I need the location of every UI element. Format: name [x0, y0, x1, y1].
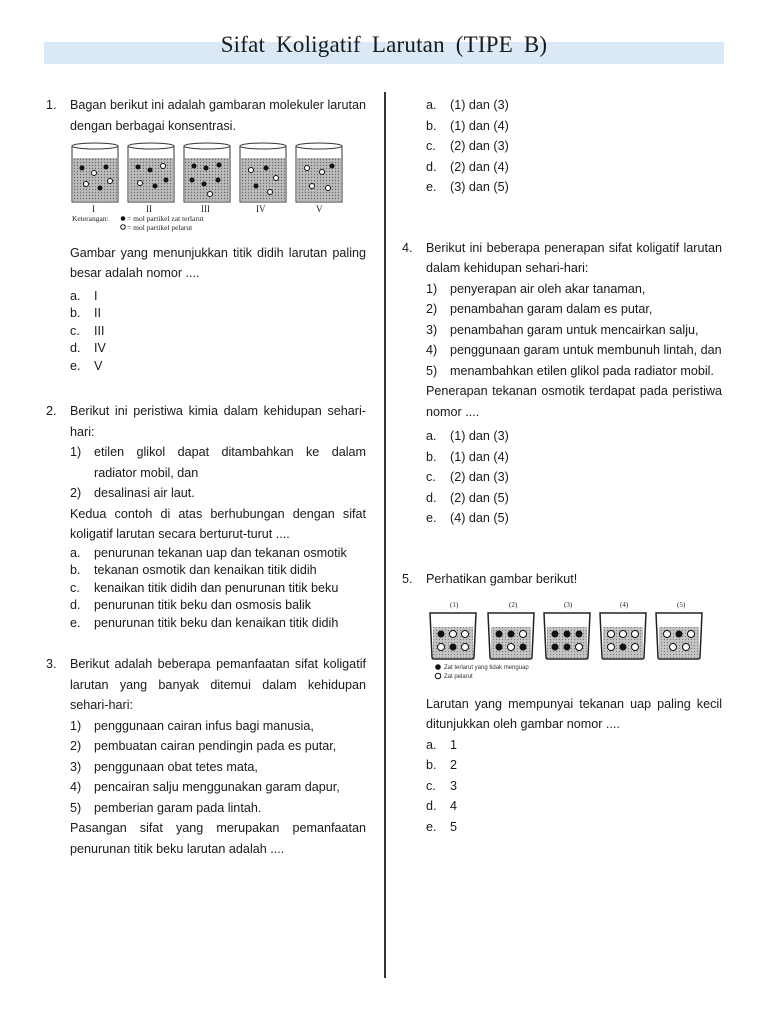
- list-item: 5) menambahkan etilen glikol pada radiator mobil.: [426, 363, 714, 378]
- beaker-iii: [184, 143, 230, 202]
- question-3: [46, 654, 366, 859]
- option-d[interactable]: d. (2) dan (4): [426, 159, 509, 174]
- question-3-options: [402, 95, 722, 198]
- question-number: 2.: [46, 404, 57, 418]
- legend-solute: = mol partikel zat terlarut: [127, 214, 204, 223]
- option-b[interactable]: b. (1) dan (4): [426, 449, 509, 464]
- question-number: 5.: [402, 571, 413, 586]
- question-number: 1.: [46, 98, 57, 112]
- option-e[interactable]: e. (3) dan (5): [426, 180, 509, 194]
- question-text: Penerapan tekanan osmotik terdapat pada peristiwa nomor ....: [426, 384, 722, 419]
- option-d[interactable]: d. IV: [70, 341, 106, 355]
- option-b[interactable]: b. II: [70, 306, 101, 320]
- option-list: [402, 426, 722, 529]
- list-item: 5) pemberian garam pada lintah.: [70, 800, 262, 815]
- option-b[interactable]: b. tekanan osmotik dan kenaikan titik didih: [70, 563, 317, 577]
- beaker-v: [296, 143, 342, 202]
- option-e[interactable]: e. penurunan titik beku dan kenaikan titik didih: [70, 615, 339, 630]
- beaker-figure-5: [426, 599, 722, 690]
- list-item: 1) etilen glikol dapat ditambahkan ke dalam radiator mobil, dan: [70, 445, 366, 480]
- question-text: Kedua contoh di atas berhubungan dengan sifat koligatif larutan secara berturut-turut ....: [70, 506, 366, 541]
- beaker-label: IV: [256, 204, 266, 214]
- option-a[interactable]: a. (1) dan (3): [426, 98, 509, 112]
- question-stem: Perhatikan gambar berikut!: [426, 571, 578, 586]
- list-item: 4) pencairan salju menggunakan garam dapur,: [70, 780, 340, 794]
- question-stem: Berikut adalah beberapa pemanfaatan sifat koligatif larutan yang banyak ditemui dalam kehidupan sehari-hari:: [70, 657, 366, 712]
- question-number: 3.: [46, 657, 57, 671]
- beaker-4: [600, 613, 646, 659]
- beaker-1: [430, 613, 476, 659]
- option-a[interactable]: a. 1: [426, 737, 458, 752]
- question-text: Larutan yang mempunyai tekanan uap paling kecil ditunjukkan oleh gambar nomor ....: [426, 696, 722, 731]
- option-list: [402, 735, 722, 838]
- option-c[interactable]: c. kenaikan titik didih dan penurunan titik beku: [70, 580, 339, 595]
- beaker-label: (5): [677, 601, 686, 609]
- column-divider: [384, 92, 386, 978]
- beaker-iv: [240, 143, 286, 202]
- option-a[interactable]: a. I: [70, 288, 98, 303]
- question-text: Gambar yang menunjukkan titik didih larutan paling besar adalah nomor ....: [70, 245, 366, 280]
- beaker-3: [544, 613, 590, 659]
- beaker-label: II: [146, 204, 152, 214]
- beaker-label: (3): [564, 601, 573, 609]
- beaker-i: [72, 143, 118, 202]
- option-d[interactable]: d. penurunan titik beku dan osmosis balik: [70, 598, 312, 612]
- question-stem: Berikut ini beberapa penerapan sifat koligatif larutan dalam kehidupan sehari-hari:: [426, 240, 722, 275]
- legend-solute: Zat terlarut yang tidak menguap: [444, 665, 529, 671]
- list-item: 2) desalinasi air laut.: [70, 486, 195, 500]
- beaker-figure-1: [70, 140, 366, 239]
- option-list: [46, 545, 366, 633]
- legend-keterangan: Keterangan:: [72, 214, 109, 223]
- list-item: 2) pembuatan cairan pendingin pada es putar,: [70, 739, 337, 753]
- option-list: [46, 288, 366, 376]
- option-b[interactable]: b. 2: [426, 758, 458, 772]
- option-d[interactable]: d. 4: [426, 799, 458, 813]
- question-number: 4.: [402, 240, 413, 255]
- question-text: Pasangan sifat yang merupakan pemanfaatan penurunan titik beku larutan adalah ....: [70, 821, 366, 856]
- beaker-2: [488, 613, 534, 659]
- list-item: 3) penggunaan obat tetes mata,: [70, 759, 258, 774]
- option-d[interactable]: d. (2) dan (5): [426, 490, 509, 505]
- option-e[interactable]: e. V: [70, 358, 103, 373]
- question-stem: Berikut ini peristiwa kimia dalam kehidupan sehari-hari:: [70, 404, 366, 439]
- legend-solvent: = mol partikel pelarut: [127, 223, 193, 232]
- beaker-label: (2): [509, 601, 518, 609]
- question-4: [402, 238, 722, 529]
- option-a[interactable]: a. penurunan tekanan uap dan tekanan osmotik: [70, 545, 347, 560]
- list-item: 2) penambahan garam dalam es putar,: [426, 302, 653, 316]
- list-item: 3) penambahan garam untuk mencairkan salju,: [426, 322, 699, 337]
- left-column: [46, 95, 366, 859]
- beaker-label: III: [201, 204, 210, 214]
- beaker-label: V: [316, 204, 323, 214]
- list-item: 1) penyerapan air oleh akar tanaman,: [426, 281, 646, 296]
- option-c[interactable]: c. (2) dan (3): [426, 139, 509, 153]
- option-b[interactable]: b. (1) dan (4): [426, 118, 509, 133]
- question-2: [46, 401, 366, 632]
- beaker-label: I: [92, 204, 95, 214]
- list-item: 1) penggunaan cairan infus bagi manusia,: [70, 718, 314, 733]
- option-a[interactable]: a. (1) dan (3): [426, 429, 509, 443]
- question-5: [402, 569, 722, 838]
- beaker-label: (1): [450, 601, 459, 609]
- option-c[interactable]: c. 3: [426, 778, 458, 793]
- option-c[interactable]: c. III: [70, 323, 105, 338]
- beaker-5: [656, 613, 702, 659]
- legend-solvent: Zat pelarut: [444, 674, 473, 680]
- beaker-ii: [128, 143, 174, 202]
- list-item: 4) penggunaan garam untuk membunuh lintah, dan: [426, 343, 722, 357]
- question-stem: Bagan berikut ini adalah gambaran molekuler larutan dengan berbagai konsentrasi.: [70, 98, 366, 133]
- option-c[interactable]: c. (2) dan (3): [426, 470, 509, 484]
- right-column: [402, 95, 722, 837]
- option-e[interactable]: e. (4) dan (5): [426, 511, 509, 525]
- page-title: Sifat Koligatif Larutan (TIPE B): [220, 32, 548, 57]
- beaker-label: (4): [620, 601, 629, 609]
- question-1: [46, 95, 366, 375]
- option-e[interactable]: e. 5: [426, 819, 458, 834]
